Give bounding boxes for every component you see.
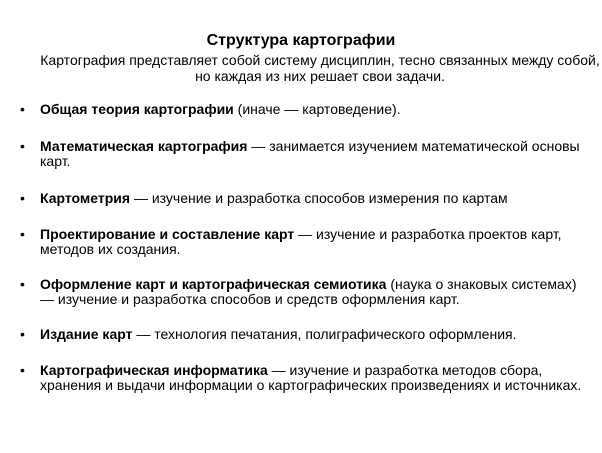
slide-title: Структура картографии (206, 32, 396, 49)
list-item-term: Математическая картография (40, 138, 248, 154)
bullet-icon: • (20, 362, 25, 378)
list-item-description: (наука о знаковых системах)— изучение и разработка способов и средств оформления карт. (40, 276, 577, 307)
list-item-text (40, 139, 585, 169)
slide-subtitle: Картография представляет собой систему дисциплин, тесно связанных между собой, но каждая из них решает свои задачи. (40, 52, 600, 84)
bullet-icon: • (20, 326, 25, 342)
list-item-text (40, 227, 585, 257)
list-item-description: — технология печатания, полиграфического оформления. (132, 326, 517, 342)
list-item-description: — занимается изучением математической основы карт. (40, 138, 580, 169)
bullet-icon: • (20, 138, 25, 154)
list-item-text (40, 327, 585, 342)
list-item-description: (иначе — картоведение). (233, 101, 401, 117)
list-item-text (40, 102, 585, 117)
bullet-icon: • (20, 276, 25, 292)
list-item-description: — изучение и разработка способов измерения по картам (130, 190, 508, 206)
list-item-text (40, 191, 585, 206)
list-item-text (40, 363, 585, 393)
bullet-icon: • (20, 101, 25, 117)
list-item-term: Издание карт (40, 326, 133, 342)
list-item-term: Картометрия (40, 190, 131, 206)
list-item-term: Проектирование и составление карт (40, 226, 295, 242)
list-item-term: Картографическая информатика (40, 362, 268, 378)
list-item-text (40, 277, 585, 307)
list-item-description: — изучение и разработка проектов карт, методов их создания. (40, 226, 562, 257)
bullet-icon: • (20, 190, 25, 206)
list-item-term: Оформление карт и картографическая семиотика (40, 276, 387, 292)
list-item-description: — изучение и разработка методов сбора, хранения и выдачи информации о картографических произведениях и источниках. (40, 362, 582, 393)
list-item-term: Общая теория картографии (40, 101, 234, 117)
bullet-icon: • (20, 226, 25, 242)
